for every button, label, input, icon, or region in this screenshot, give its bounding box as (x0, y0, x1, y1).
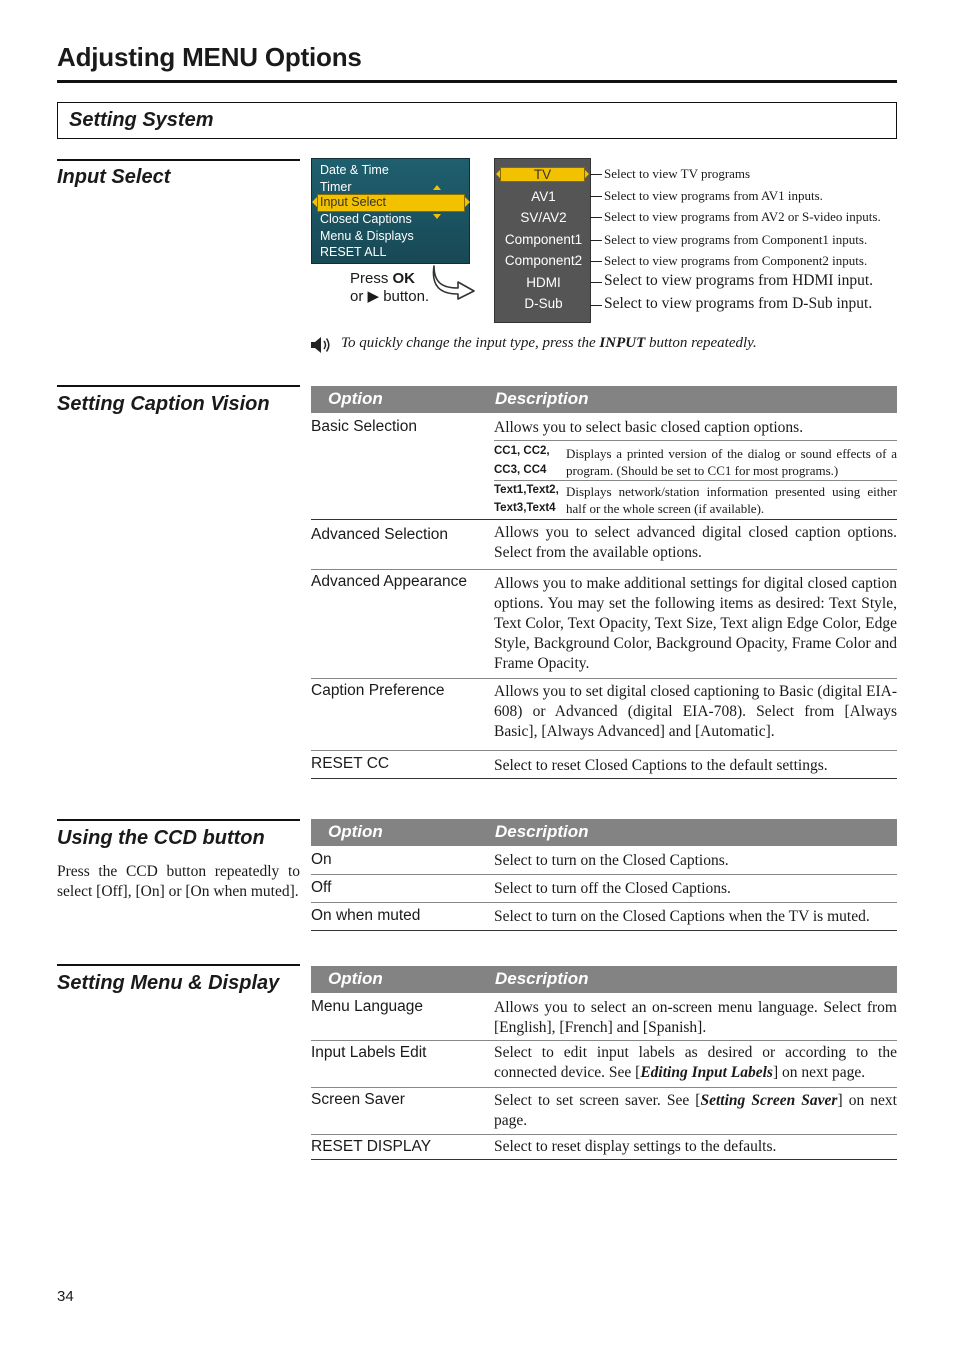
option-advanced-appearance: Advanced Appearance (311, 573, 467, 590)
row-divider (311, 902, 897, 903)
right-arrow-icon (465, 197, 470, 207)
section-rule (57, 385, 300, 387)
menu-item-reset-all: RESET ALL (320, 245, 387, 259)
menu-item-date-time: Date & Time (320, 163, 389, 177)
setting-system-title: Setting System (69, 109, 214, 131)
desc-screen-saver (494, 1091, 897, 1131)
press-ok-line2: or ▶ button. (350, 288, 430, 305)
desc-reset-cc: Select to reset Closed Captions to the default settings. (494, 757, 828, 774)
left-arrow-icon (496, 170, 500, 178)
ccd-title: Using the CCD button (57, 827, 265, 849)
option-on: On (311, 851, 332, 868)
option-reset-display: RESET DISPLAY (311, 1138, 432, 1155)
desc-cc: Displays a printed version of the dialog or sound effects of a program. (Should be set to CC1 for most programs.) (566, 446, 897, 478)
page-title: Adjusting MENU Options (57, 42, 362, 72)
leader-line (590, 240, 602, 241)
ccd-body: Press the CCD button repeatedly to select [Off], [On] or [On when muted]. (57, 863, 300, 900)
input-desc-component1: Select to view programs from Component1 inputs. (604, 232, 868, 247)
input-tip (341, 335, 757, 352)
row-divider (311, 930, 897, 931)
option-caption-preference: Caption Preference (311, 682, 445, 699)
input-desc-av1: Select to view programs from AV1 inputs. (604, 188, 823, 203)
input-item-d-sub: D-Sub (524, 296, 563, 311)
title-rule (57, 80, 897, 83)
desc-reset-display: Select to reset display settings to the defaults. (494, 1138, 777, 1155)
section-rule (57, 159, 300, 161)
leader-line (590, 196, 602, 197)
row-divider (311, 1087, 897, 1088)
row-divider (311, 874, 897, 875)
cc-label-line2: CC3, CC4 (494, 464, 547, 476)
description-column-header: Description (495, 389, 589, 408)
input-desc-d-sub: Select to view programs from D-Sub input. (604, 295, 873, 312)
desc-on: Select to turn on the Closed Captions. (494, 852, 729, 869)
leader-line (590, 305, 602, 306)
row-divider (311, 519, 897, 520)
ccd-table-header (311, 819, 897, 846)
desc-advanced-appearance: Allows you to make additional settings for digital closed caption options. You may set the following items as desired: Text Style, Text Color, Text Opacity, Text Size, Text align Edge Color, Edge Style, Background Color, Background Opacity, Frame Color and Frame Opacity. (494, 575, 897, 672)
row-divider (494, 440, 897, 441)
section-rule (57, 819, 300, 821)
option-menu-language: Menu Language (311, 998, 424, 1015)
caption-vision-title: Setting Caption Vision (57, 393, 270, 415)
menu-item-closed-captions: Closed Captions (320, 212, 412, 226)
input-item-sv-av2: SV/AV2 (520, 210, 567, 225)
row-divider (311, 750, 897, 751)
setting-screen-saver-ref: Setting Screen Saver (700, 1092, 838, 1109)
row-divider (311, 1134, 897, 1135)
left-arrow-icon (312, 197, 317, 207)
description-column-header: Description (495, 822, 589, 841)
option-column-header: Option (328, 389, 383, 408)
page-number: 34 (57, 1288, 74, 1305)
option-screen-saver: Screen Saver (311, 1091, 405, 1108)
input-item-av1: AV1 (531, 189, 556, 204)
input-source-screen (494, 158, 591, 323)
input-select-title: Input Select (57, 166, 171, 188)
cc-label-line1: CC1, CC2, (494, 445, 550, 457)
option-off: Off (311, 879, 332, 896)
desc-screen-saver-before: Select to set screen saver. See [ (494, 1092, 701, 1109)
up-arrow-icon (433, 185, 441, 190)
editing-input-labels-ref: Editing Input Labels (640, 1064, 773, 1081)
input-item-tv: TV (533, 167, 552, 182)
down-arrow-icon (433, 214, 441, 219)
row-divider (311, 1040, 897, 1041)
input-highlight (500, 167, 585, 182)
desc-input-labels-after: ] on next page. (772, 1064, 866, 1081)
option-on-when-muted: On when muted (311, 907, 421, 924)
leader-line (590, 217, 602, 218)
row-divider (311, 678, 897, 679)
menu-item-timer: Timer (320, 180, 352, 194)
desc-basic-selection: Allows you to select basic closed caption options. (494, 419, 804, 436)
menu-highlight (317, 194, 465, 212)
menu-display-title: Setting Menu & Display (57, 972, 280, 994)
press-ok-instruction (350, 270, 429, 306)
text-label-line2: Text3,Text4 (494, 502, 556, 514)
input-item-hdmi: HDMI (526, 275, 561, 290)
option-basic-selection: Basic Selection (311, 418, 417, 435)
option-input-labels-edit: Input Labels Edit (311, 1044, 427, 1061)
ok-key-label: OK (392, 270, 416, 287)
curved-arrow-icon (430, 262, 478, 300)
caption-table-header (311, 386, 897, 413)
text-label-line1: Text1,Text2, (494, 484, 559, 496)
menu-display-table-header (311, 966, 897, 993)
input-desc-hdmi: Select to view programs from HDMI input. (604, 272, 874, 289)
option-column-header: Option (328, 822, 383, 841)
input-desc-tv: Select to view TV programs (604, 166, 751, 181)
input-key-label: INPUT (599, 335, 646, 351)
setting-system-box (57, 102, 897, 139)
tip-text-before: To quickly change the input type, press the (341, 335, 600, 351)
section-rule (57, 964, 300, 966)
desc-caption-preference: Allows you to set digital closed captioning to Basic (digital EIA-608) or Advanced (digital EIA-708). Select from [Always Basic], [Always Advanced] and [Automatic]. (494, 683, 897, 740)
input-desc-sv-av2: Select to view programs from AV2 or S-video inputs. (604, 209, 881, 224)
tip-text-after: button repeatedly. (645, 335, 757, 351)
desc-input-labels-edit (494, 1043, 897, 1083)
row-divider (311, 1159, 897, 1160)
desc-on-when-muted: Select to turn on the Closed Captions when the TV is muted. (494, 908, 870, 925)
row-divider (311, 569, 897, 570)
desc-off: Select to turn off the Closed Captions. (494, 880, 731, 897)
desc-screen-saver-after: ] on next page. (494, 1092, 897, 1129)
speaker-icon (310, 335, 334, 355)
desc-advanced-selection: Allows you to select advanced digital closed caption options. Select from the available options. (494, 524, 897, 561)
leader-line (590, 261, 602, 262)
option-reset-cc: RESET CC (311, 755, 390, 772)
desc-text: Displays network/station information presented using either half or the whole screen (if available). (566, 484, 897, 516)
input-item-component1: Component1 (504, 232, 583, 247)
row-divider (311, 778, 897, 779)
menu-item-input-select: Input Select (320, 195, 387, 209)
option-advanced-selection: Advanced Selection (311, 526, 449, 543)
leader-line (590, 282, 602, 283)
press-ok-prefix: Press (350, 270, 393, 287)
input-item-component2: Component2 (504, 253, 583, 268)
description-column-header: Description (495, 969, 589, 988)
menu-item-menu-displays: Menu & Displays (320, 229, 414, 243)
desc-input-labels-before: Select to edit input labels as desired or according to the connected device. See [ (494, 1044, 897, 1081)
right-arrow-icon (585, 170, 589, 178)
input-desc-component2: Select to view programs from Component2 inputs. (604, 253, 868, 268)
desc-menu-language: Allows you to select an on-screen menu language. Select from [English], [French] and [Spanish]. (494, 999, 897, 1036)
option-column-header: Option (328, 969, 383, 988)
leader-line (590, 174, 602, 175)
